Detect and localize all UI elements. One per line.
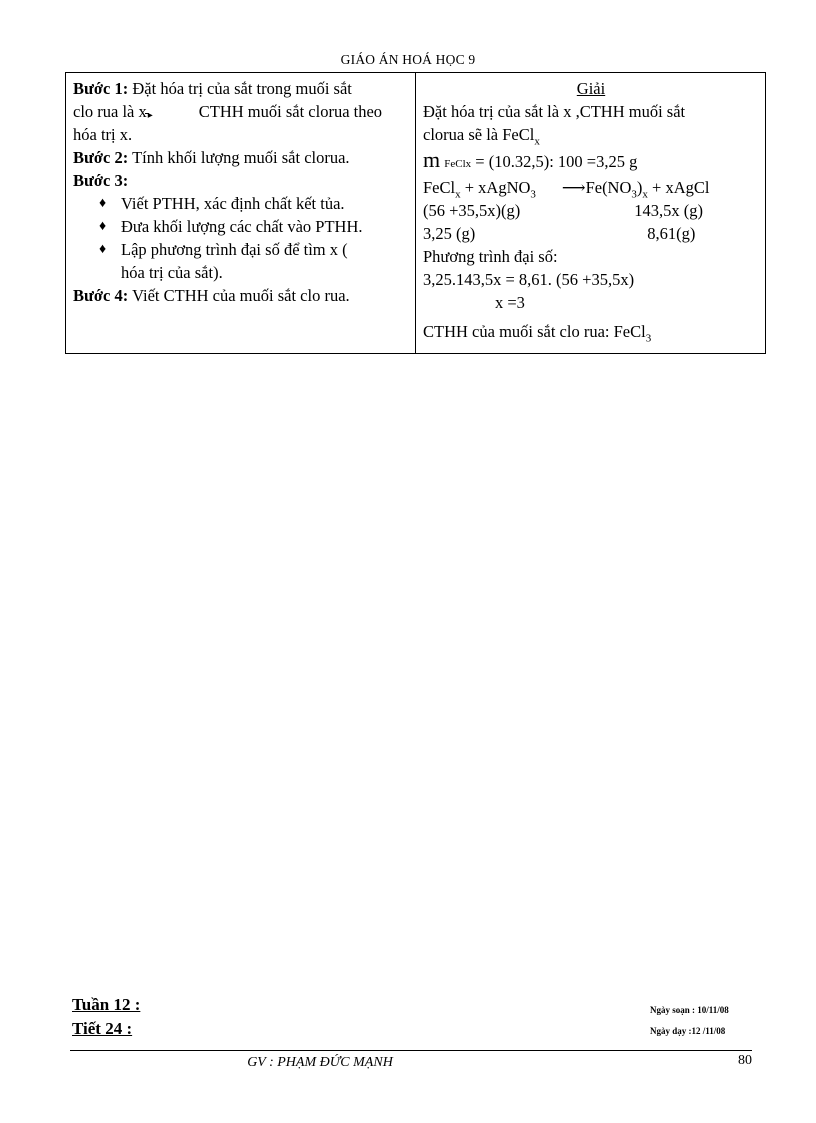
step3-label-text: Bước 3: xyxy=(73,171,129,190)
sol-l4-a-sub: x xyxy=(455,188,461,201)
step1-line2 xyxy=(73,100,409,123)
solution-line-4 xyxy=(423,176,759,199)
struck-x-text: x xyxy=(138,102,147,121)
teacher-name: GV : PHẠM ĐỨC MẠNH xyxy=(247,1055,393,1070)
step1-line1 xyxy=(73,77,409,100)
list-item xyxy=(99,192,409,215)
week-label: Tuần 12 : xyxy=(72,995,141,1014)
diamond-bullet-icon: ♦ xyxy=(99,242,107,257)
sol-l10-sub: 3 xyxy=(645,332,652,345)
solution-line-7: Phương trình đại số: xyxy=(423,247,558,266)
step3-list xyxy=(73,192,409,284)
step4-label: Bước 4: xyxy=(73,286,129,305)
solution-line-3 xyxy=(423,148,759,176)
page-header-title: GIÁO ÁN HOÁ HỌC 9 xyxy=(340,52,476,67)
step1-text-2a: clo rua là xyxy=(73,102,135,121)
sol-l5-b: 143,5x (g) xyxy=(634,201,704,220)
sol-l6-a: 3,25 (g) xyxy=(423,224,476,243)
solution-title-text: Giải xyxy=(576,79,606,98)
step2-label: Bước 2: xyxy=(73,148,129,167)
step3-label xyxy=(73,169,409,192)
list-item-text: Viết PTHH, xác định chất kết tủa. xyxy=(121,194,345,213)
sol-l4-d: + xAgCl xyxy=(652,178,710,197)
step1-label: Bước 1: xyxy=(73,79,129,98)
list-item-text: Đưa khối lượng các chất vào PTHH. xyxy=(121,217,363,236)
step2-line xyxy=(73,146,409,169)
sol-l4-b-sub: 3 xyxy=(530,188,536,201)
sol-l4-c: Fe(NO xyxy=(585,178,632,197)
step4-text: Viết CTHH của muối sắt clo rua. xyxy=(132,286,350,305)
reaction-arrow-icon: ⟶ xyxy=(561,178,586,197)
steps-column xyxy=(66,73,416,354)
sol-l4-b: + xAgNO xyxy=(464,178,531,197)
arrowhead-icon: ▸ xyxy=(147,110,153,121)
step1-text-1: Đặt hóa trị của sắt trong muối sắt xyxy=(132,79,352,98)
list-item-text: Lập phương trình đại số để tìm x ( xyxy=(121,240,348,259)
page-number: 80 xyxy=(738,1053,752,1068)
solution-title xyxy=(423,77,759,100)
diamond-bullet-icon: ♦ xyxy=(99,196,107,211)
teaching-date: Ngày dạy :12 /11/08 xyxy=(650,1026,726,1036)
sol-l4-c2-sub: x xyxy=(642,188,648,201)
list-item-text: hóa trị của sắt). xyxy=(121,263,223,282)
lesson-label: Tiết 24 : xyxy=(72,1019,133,1038)
sol-l2-sub: x xyxy=(534,135,540,148)
footer-divider xyxy=(70,1050,752,1051)
solution-line-1: Đặt hóa trị của sắt là x ,CTHH muối sắt xyxy=(423,102,686,121)
list-item xyxy=(99,215,409,238)
step1-text-2b: CTHH muối sắt clorua theo xyxy=(198,102,383,121)
list-item-continuation xyxy=(99,261,409,284)
struck-x xyxy=(138,102,153,121)
sol-l10-text: CTHH của muối sắt clo rua: FeCl xyxy=(423,322,646,341)
diamond-bullet-icon: ♦ xyxy=(99,219,107,234)
solution-line-9: x =3 xyxy=(495,293,525,312)
sol-l3-sub: FeClx xyxy=(444,158,472,170)
prepared-date: Ngày soạn : 10/11/08 xyxy=(650,1005,729,1015)
sol-l4-a: FeCl xyxy=(423,178,456,197)
sol-l3-m: m xyxy=(423,147,441,172)
solution-column xyxy=(416,73,766,354)
solution-line-10 xyxy=(423,320,759,343)
solution-table xyxy=(65,72,766,354)
sol-l5-a: (56 +35,5x)(g) xyxy=(423,201,521,220)
solution-line-8: 3,25.143,5x = 8,61. (56 +35,5x) xyxy=(423,270,635,289)
sol-l3-rest: = (10.32,5): 100 =3,25 g xyxy=(475,152,638,171)
step4-line xyxy=(73,284,409,307)
sol-l6-b: 8,61(g) xyxy=(647,224,696,243)
solution-line-6 xyxy=(423,222,759,245)
sol-l4-c2: ) xyxy=(636,178,643,197)
sol-l2-text: clorua sẽ là FeCl xyxy=(423,125,535,144)
list-item xyxy=(99,238,409,261)
sol-l4-c-sub: 3 xyxy=(631,188,637,201)
step2-text: Tính khối lượng muối sắt clorua. xyxy=(132,148,350,167)
step1-line3: hóa trị x. xyxy=(73,125,133,144)
solution-line-2 xyxy=(423,123,759,146)
solution-line-5 xyxy=(423,199,759,222)
